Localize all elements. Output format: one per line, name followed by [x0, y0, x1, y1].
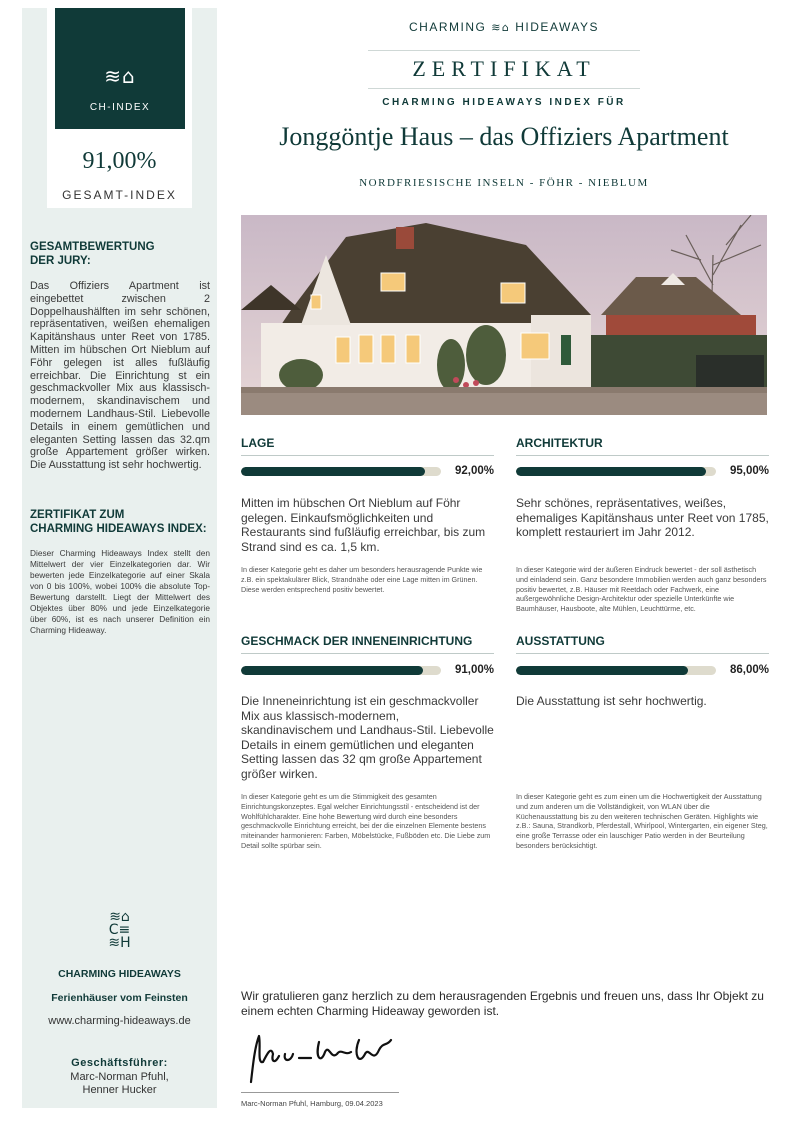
category-divider: [241, 455, 494, 456]
category-note-inneneinrichtung: In dieser Kategorie geht es um die Stimmigkeit des gesamten Einrichtungskonzeptes. Egal welcher Einrichtungsstil - entscheidend ist der Wohlfühlcharakter. Eine hohe Bewertung wird durch eine besonders geschmackvolle Einrichtung erreicht, bei der die einzelnen Elemente bestens miteinander harmonieren: Farben, Möbelstücke, Fußböden etc. Die Liebe zum Detail sollte spürbar sein.: [241, 792, 491, 850]
score-bar-inneneinrichtung: [241, 666, 441, 675]
category-divider: [516, 455, 769, 456]
zert-heading-line-1: ZERTIFIKAT ZUM: [30, 509, 125, 521]
zert-heading: [30, 508, 210, 536]
sidebar-brand: CHARMING HIDEAWAYS: [58, 968, 181, 980]
signature-caption: Marc-Norman Pfuhl, Hamburg, 09.04.2023: [241, 1099, 383, 1108]
score-pct-ausstattung: 86,00%: [729, 664, 769, 676]
category-note-ausstattung: In dieser Kategorie geht es zum einen um die Hochwertigkeit der Ausstattung und zum anderen um die Vollständigkeit, von WLAN über die Küchenausstattung bis zu den weiteren technischen Geräten. Highlights wie z.B.: Sauna, Strandkorb, Pferdestall, Whirlpool, Wintergarten, ein eigener Steg, eine große Terrasse oder ein lauschiger Patio werden in der Beurteilung besonders berücksichtigt.: [516, 792, 768, 850]
ch-index-badge: [55, 8, 185, 129]
category-divider: [241, 653, 494, 654]
category-title-inneneinrichtung: GESCHMACK DER INNENEINRICHTUNG: [241, 634, 473, 648]
category-title-lage: LAGE: [241, 436, 275, 450]
certificate-title: ZERTIFIKAT: [412, 56, 596, 81]
score-bar-fill: [516, 467, 706, 476]
header-brand: [241, 20, 767, 34]
jury-heading-line-2: DER JURY:: [30, 255, 91, 267]
score-bar-fill: [241, 666, 423, 675]
category-text-lage: Mitten im hübschen Ort Nieblum auf Föhr gelegen. Einkaufsmöglichkeiten und Restaurants sind fußläufig erreichbar, bis zum Strand sind es ca. 1,5 km.: [241, 496, 486, 554]
category-title-ausstattung: AUSSTATTUNG: [516, 634, 605, 648]
category-note-architektur: In dieser Kategorie wird der äußeren Eindruck bewertet - der soll ästhetisch und einladend sein. Ganz besondere Immobilien werden auch ganz besonders positiv bewertet, z.B. Häuser mit Reetdach oder Fachwerk, eine außergewöhnliche Design-Architektur oder spezielle Unterkünfte wie Baumhäuser, Hausboote, alte Mühlen, Leuchttürme, etc.: [516, 565, 767, 614]
director-name-1: Marc-Norman Pfuhl,: [70, 1071, 169, 1083]
header-brand-right: HIDEAWAYS: [515, 20, 599, 34]
header-divider: [368, 50, 640, 51]
total-index-label: GESAMT-INDEX: [62, 188, 177, 202]
header-brand-left: CHARMING: [409, 20, 487, 34]
category-note-lage: In dieser Kategorie geht es daher um besonders herausragende Punkte wie z.B. ein spektakulärer Blick, Strandnähe oder eine Lage mitten im Grünen. Diese werden entsprechend positiv bewertet.: [241, 565, 483, 594]
score-pct-inneneinrichtung: 91,00%: [454, 664, 494, 676]
wave-roof-logo-icon: ≋⌂: [491, 21, 511, 34]
score-pct-architektur: 95,00%: [729, 465, 769, 477]
property-name: Jonggöntje Haus – das Offiziers Apartment: [279, 122, 729, 151]
property-location: NORDFRIESISCHE INSELN - FÖHR - NIEBLUM: [359, 177, 649, 189]
score-bar-lage: [241, 467, 441, 476]
score-pct-lage: 92,00%: [454, 465, 494, 477]
sidebar: [22, 8, 217, 1108]
category-title-architektur: ARCHITEKTUR: [516, 436, 603, 450]
signature-image: [241, 1024, 401, 1090]
managing-directors-label: Geschäftsführer:: [71, 1057, 168, 1069]
score-bar-architektur: [516, 467, 716, 476]
sidebar-url-link[interactable]: www.charming-hideaways.de: [48, 1015, 191, 1027]
category-text-inneneinrichtung: Die Inneneinrichtung ist ein geschmackvoller Mix aus klassisch-modernem, skandinavischem und Landhaus-Stil. Liebevolle Details in einem gemütlichen und eleganten Setting lassen das 32 qm große Appartement größer wirken.: [241, 694, 494, 781]
property-photo: [241, 215, 767, 415]
index-box: [47, 8, 192, 208]
category-text-architektur: Sehr schönes, repräsentatives, weißes, ehemaliges Kapitänshaus unter Reet von 1785, komplett restauriert im Jahr 2012.: [516, 496, 769, 539]
title-divider: [368, 88, 640, 89]
certificate-subtitle: CHARMING HIDEAWAYS INDEX FÜR: [382, 97, 626, 108]
zert-text: Dieser Charming Hideaways Index stellt den Mittelwert der vier Einzelkategorien dar. Wir bewerten jede Einzelkategorie auf einer Skala von 0 bis 100%, wobei 100% die absolute Top-Bewertung darstellt. Liegt der Mittelwert des Objektes über 80% und jede Einzelkategorie über 60%, ist es nach unserer Definition ein Charming Hideaway.: [30, 548, 210, 635]
jury-text: Das Offiziers Apartment ist eingebettet zwischen 2 Doppelhaushälften im sehr schönen, repräsentativen, weißen ehemaligen Kapitänshaus unter Reet von 1785. Mitten im hübschen Ort Nieblum auf Föhr gelegen ist alles fußläufig erreichbar. Die Einrichtung st ein geschmackvoller Mix aus klassisch-modernem, skandinavischem und modernem Landhaus-Stil. Liebevolle Details in einem gemütlichen und eleganten Setting lassen das 32.qm große Appartement größer wirken. Die Ausstattung ist sehr hochwertig.: [30, 280, 210, 472]
signature-line: [241, 1092, 399, 1093]
director-name-2: Henner Hucker: [82, 1084, 157, 1096]
jury-heading: [30, 240, 210, 268]
managing-directors-names: [22, 1071, 217, 1097]
jury-heading-line-1: GESAMTBEWERTUNG: [30, 241, 155, 253]
category-divider: [516, 653, 769, 654]
total-index-value: 91,00%: [82, 148, 157, 174]
score-bar-fill: [516, 666, 688, 675]
ch-index-label: CH-INDEX: [89, 102, 151, 113]
category-text-ausstattung: Die Ausstattung ist sehr hochwertig.: [516, 694, 707, 708]
score-bar-fill: [241, 467, 425, 476]
congratulations-text: Wir gratulieren ganz herzlich zu dem herausragenden Ergebnis und freuen uns, dass Ihr Objekt zu einem echten Charming Hideaway geworden ist.: [241, 989, 764, 1018]
sidebar-tagline: Ferienhäuser vom Feinsten: [51, 992, 188, 1004]
stacked-logo-icon: ≋⌂ C≡ ≋H: [108, 909, 131, 951]
wave-roof-logo-icon: ≋⌂: [104, 64, 136, 88]
score-bar-ausstattung: [516, 666, 716, 675]
zert-heading-line-2: CHARMING HIDEAWAYS INDEX:: [30, 523, 207, 535]
